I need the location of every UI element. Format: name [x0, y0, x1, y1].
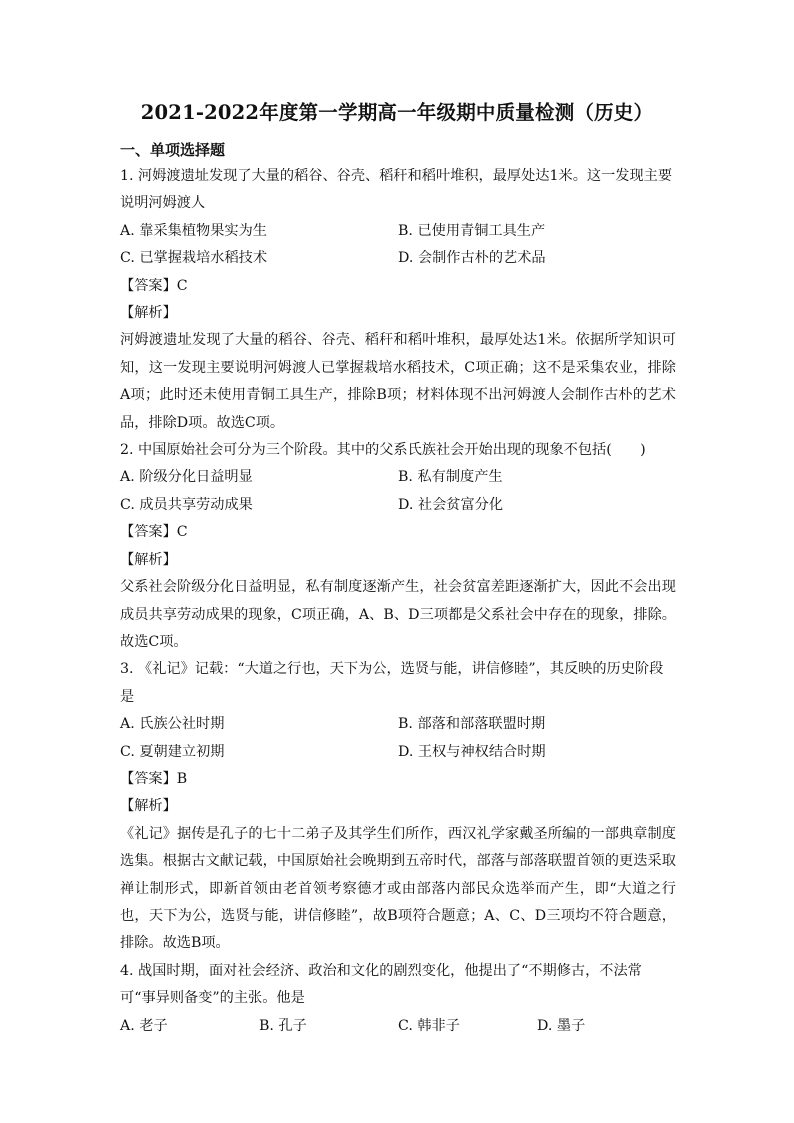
question-1 [120, 163, 676, 437]
analysis-label: 【解析】 [120, 305, 177, 322]
option-d: D. 墨子 [537, 1017, 586, 1034]
option-a: A. 靠采集植物果实为生 [120, 222, 267, 239]
option-b: B. 部落和部落联盟时期 [398, 716, 546, 733]
option-b: B. 孔子 [259, 1017, 307, 1034]
question-stem: 1. 河姆渡遗址发现了大量的稻谷、谷壳、稻秆和稻叶堆积，最厚处达1米。这一发现主要说明河姆渡人 [120, 168, 673, 212]
question-stem: 2. 中国原始社会可分为三个阶段。其中的父系氏族社会开始出现的现象不包括( ) [120, 442, 646, 459]
question-4 [120, 958, 676, 1040]
option-c: C. 成员共享劳动成果 [120, 496, 253, 513]
question-stem: 4. 战国时期，面对社会经济、政治和文化的剧烈变化，他提出了“不期修古，不法常可“事异则备变”的主张。他是 [120, 962, 642, 1007]
section-heading: 一、单项选择题 [120, 141, 226, 159]
analysis-label: 【解析】 [120, 798, 177, 815]
analysis-text: 河姆渡遗址发现了大量的稻谷、谷壳、稻秆和稻叶堆积，最厚处达1米。依据所学知识可知，这一发现主要说明河姆渡人已掌握栽培水稻技术，C项正确；这不是采集农业，排除A项；此时还未使用青铜工具生产，排除B项；材料体现不出河姆渡人会制作古朴的艺术品，排除D项。故选C项。 [120, 332, 676, 431]
options [120, 464, 676, 519]
analysis-text: 《礼记》据传是孔子的七十二弟子及其学生们所作，西汉礼学家戴圣所编的一部典章制度选集。根据古文献记载，中国原始社会晚期到五帝时代，部落与部落联盟首领的更迭采取禅让制形式，即新首领由老首领考察德才或由部落内部民众选举而产生，即“大道之行也，天下为公，选贤与能，讲信修睦”，故B项符合题意；A、C、D三项均不符合题意，排除。故选B项。 [120, 825, 676, 952]
option-b: B. 已使用青铜工具生产 [398, 222, 546, 239]
option-a: A. 阶级分化日益明显 [120, 469, 253, 486]
option-c: C. 已掌握栽培水稻技术 [120, 250, 268, 267]
exam-title: 2021-2022年度第一学期高一年级期中质量检测（历史） [140, 101, 654, 124]
option-a: A. 老子 [120, 1017, 168, 1034]
options [120, 711, 676, 766]
answer: 【答案】C [120, 277, 188, 294]
question-stem: 3. 《礼记》记载：“大道之行也，天下为公，选贤与能，讲信修睦”，其反映的历史阶段是 [120, 661, 664, 705]
option-b: B. 私有制度产生 [398, 469, 503, 486]
question-3 [120, 656, 676, 957]
analysis-text: 父系社会阶级分化日益明显，私有制度逐渐产生，社会贫富差距逐渐扩大，因此不会出现成员共享劳动成果的现象，C项正确，A、B、D三项都是父系社会中存在的现象，排除。故选C项。 [120, 579, 676, 650]
questions-body [120, 163, 676, 1040]
answer: 【答案】C [120, 524, 188, 541]
answer: 【答案】B [120, 770, 188, 787]
option-d: D. 会制作古朴的艺术品 [398, 250, 546, 267]
option-c: C. 韩非子 [398, 1017, 460, 1034]
options [120, 218, 676, 273]
option-d: D. 王权与神权结合时期 [398, 743, 546, 760]
option-d: D. 社会贫富分化 [398, 496, 504, 513]
option-a: A. 氏族公社时期 [120, 716, 225, 733]
analysis-label: 【解析】 [120, 551, 177, 568]
question-2 [120, 437, 676, 656]
option-c: C. 夏朝建立初期 [120, 743, 225, 760]
options [120, 1013, 676, 1040]
